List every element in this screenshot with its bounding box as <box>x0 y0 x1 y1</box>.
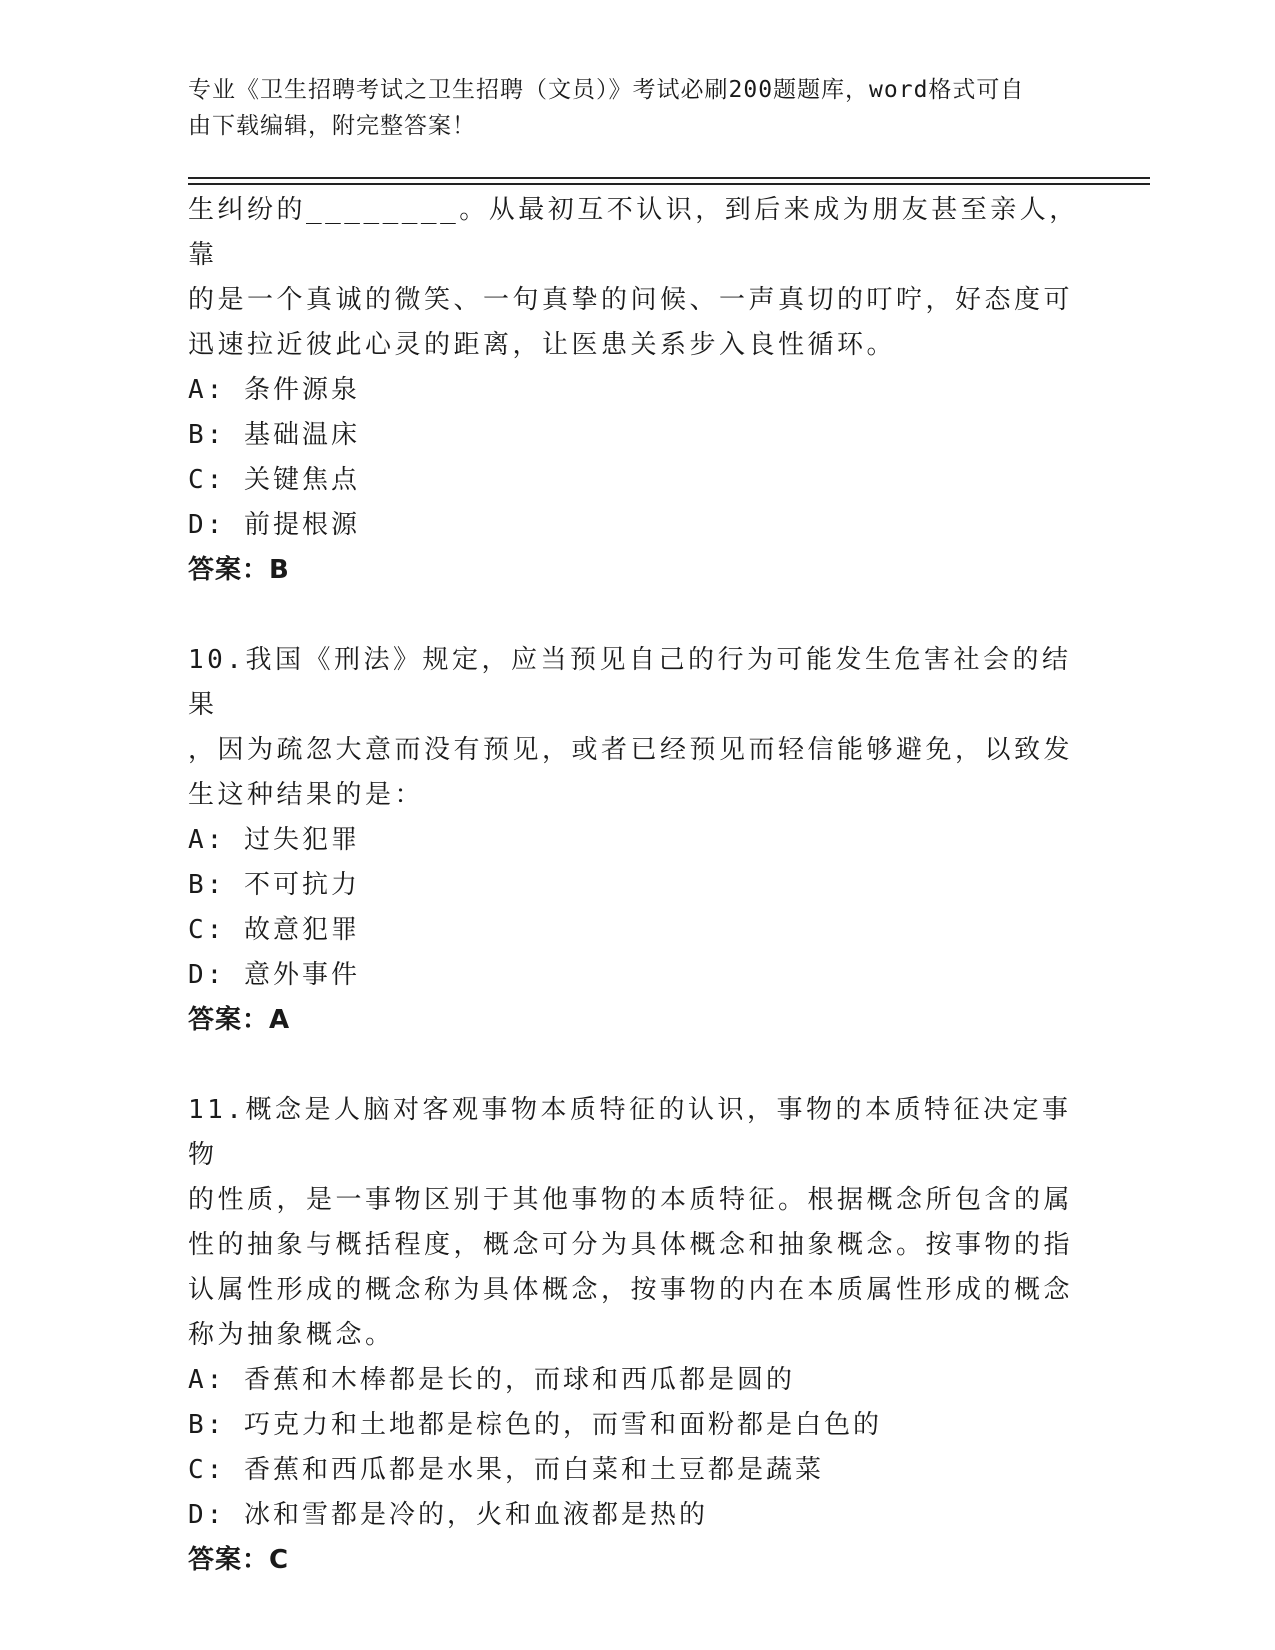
option-b: B: 不可抗力 <box>188 870 360 900</box>
question-text-line: 10.我国《刑法》规定，应当预见自己的行为可能发生危害社会的结果 <box>188 645 1072 720</box>
header-rule-bottom <box>188 183 1150 185</box>
spacer <box>188 593 1088 638</box>
question-text-line: ，因为疏忽大意而没有预见，或者已经预见而轻信能够避免，以致发 <box>188 735 1074 765</box>
question-item <box>188 638 1088 1043</box>
option-a: A: 过失犯罪 <box>188 825 360 855</box>
answer: 答案：B <box>188 555 290 585</box>
question-text-line: 认属性形成的概念称为具体概念，按事物的内在本质属性形成的概念 <box>188 1275 1074 1305</box>
option-c: C: 故意犯罪 <box>188 915 360 945</box>
answer: 答案：A <box>188 1005 291 1035</box>
question-text-line: 生这种结果的是： <box>188 780 425 810</box>
question-text-line: 生纠纷的________。从最初互不认识，到后来成为朋友甚至亲人，靠 <box>188 195 1079 270</box>
header-line-1: 专业《卫生招聘考试之卫生招聘（文员）》考试必刷200题题库，word格式可自 <box>188 77 1025 103</box>
spacer <box>188 1043 1088 1088</box>
option-d: D: 前提根源 <box>188 510 360 540</box>
header-rule-top <box>188 177 1150 179</box>
question-text-line: 称为抽象概念。 <box>188 1320 395 1350</box>
question-text-line: 的是一个真诚的微笑、一句真挚的问候、一声真切的叮咛，好态度可 <box>188 285 1074 315</box>
question-item <box>188 188 1088 593</box>
answer: 答案：C <box>188 1545 290 1575</box>
option-d: D: 冰和雪都是冷的，火和血液都是热的 <box>188 1500 708 1530</box>
question-item <box>188 1088 1088 1583</box>
option-c: C: 关键焦点 <box>188 465 360 495</box>
question-text-line: 11.概念是人脑对客观事物本质特征的认识，事物的本质特征决定事物 <box>188 1095 1072 1170</box>
option-a: A: 条件源泉 <box>188 375 360 405</box>
option-b: B: 巧克力和土地都是棕色的，而雪和面粉都是白色的 <box>188 1410 882 1440</box>
question-text-line: 迅速拉近彼此心灵的距离，让医患关系步入良性循环。 <box>188 330 897 360</box>
option-a: A: 香蕉和木棒都是长的，而球和西瓜都是圆的 <box>188 1365 795 1395</box>
option-b: B: 基础温床 <box>188 420 360 450</box>
page-header <box>188 72 1068 144</box>
header-line-2: 由下载编辑，附完整答案！ <box>188 113 476 139</box>
question-list <box>188 188 1088 1583</box>
question-text-line: 性的抽象与概括程度，概念可分为具体概念和抽象概念。按事物的指 <box>188 1230 1074 1260</box>
option-d: D: 意外事件 <box>188 960 360 990</box>
question-text-line: 的性质，是一事物区别于其他事物的本质特征。根据概念所包含的属 <box>188 1185 1074 1215</box>
option-c: C: 香蕉和西瓜都是水果，而白菜和土豆都是蔬菜 <box>188 1455 824 1485</box>
